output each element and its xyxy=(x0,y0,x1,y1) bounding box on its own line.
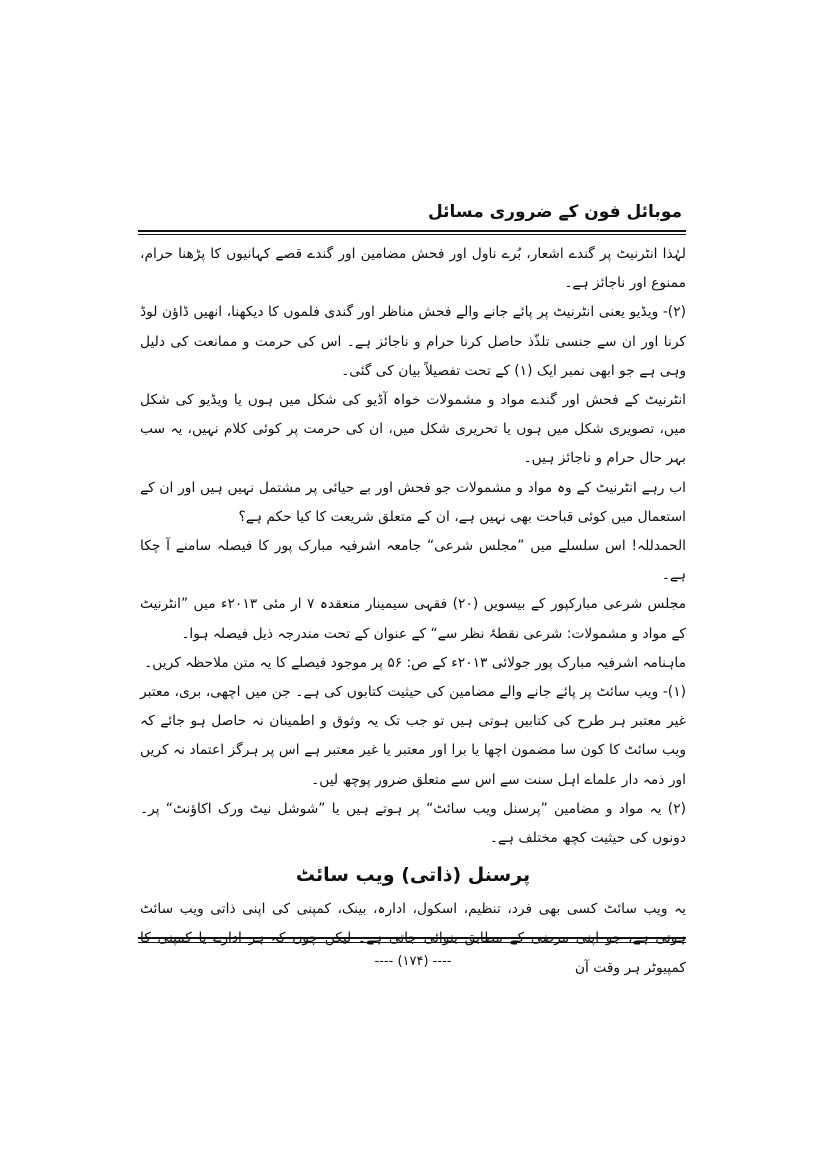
footer-rule xyxy=(138,937,686,939)
section-heading: پرسنل (ذاتی) ویب سائٹ xyxy=(295,864,531,887)
paragraph: (۲) یہ مواد و مضامین ”پرسنل ویب سائٹ“ پر ہوتے ہیں یا ”شوشل نیٹ ورک اکاؤنٹ“ پر۔ دونوں کی حیثیت کچھ مختلف ہے۔ xyxy=(140,800,686,847)
paragraph: لہٰذا انٹرنیٹ پر گندے اشعار، بُرے ناول اور فحش مضامین اور گندے قصے کہانیوں کا پڑھنا حرام، ممنوع اور ناجائز ہے۔ xyxy=(140,246,686,292)
paragraph: اب رہے انٹرنیٹ کے وہ مواد و مشمولات جو فحش اور بے حیائی پر مشتمل نہیں ہیں اور ان کے استعمال میں کوئی قباحت بھی نہیں ہے، ان کے متعلق شریعت کا کیا حکم ہے؟ xyxy=(140,479,686,525)
footer-rule-thin xyxy=(138,942,686,943)
header-rule xyxy=(138,230,686,232)
header-rule-thin xyxy=(138,234,686,235)
paragraph: انٹرنیٹ کے فحش اور گندے مواد و مشمولات خواہ آڈیو کی شکل میں ہوں یا ویڈیو کی شکل میں، تصویری شکل میں ہوں یا تحریری شکل میں، ان کی حرمت پر کوئی کلام نہیں، یہ سب بہر حال حرام و ناجائز ہیں۔ xyxy=(140,392,686,467)
body-text xyxy=(140,240,686,983)
paragraph: الحمدللہ! اس سلسلے میں ”مجلس شرعی“ جامعہ اشرفیہ مبارک پور کا فیصلہ سامنے آ چکا ہے۔ xyxy=(140,538,686,584)
running-header-title: موبائل فون کے ضروری مسائل xyxy=(427,202,682,222)
paragraph: (۱)- ویب سائٹ پر پائے جانے والے مضامین کی حیثیت کتابوں کی ہے۔ جن میں اچھی، بری، معتبر غیر معتبر ہر طرح کی کتابیں ہوتی ہیں تو جب تک یہ وثوق و اطمینان نہ حاصل ہو جائے کہ ویب سائٹ کا کون سا مضمون اچھا یا برا اور معتبر یا غیر معتبر ہے اس پر ہرگز اعتماد نہ کریں اور ذمہ دار علماے اہل سنت سے اس سے متعلق ضرور پوچھ لیں۔ xyxy=(140,684,686,788)
page-number: ---- (۱۷۴) ---- xyxy=(374,954,452,969)
paragraph: یہ ویب سائٹ کسی بھی فرد، تنظیم، اسکول، ادارہ، بینک، کمپنی کی اپنی ذاتی ویب سائٹ کمپیوٹر ہر وقت آن xyxy=(140,901,686,976)
paragraph: ماہنامہ اشرفیہ مبارک پور جولائی ۲۰۱۳ء کے ص: ۵۶ پر موجود فیصلے کا یہ متن ملاحظہ کریں۔ xyxy=(144,654,686,671)
paragraph: مجلس شرعی مبارکپور کے بیسویں (۲۰) فقہی سیمینار منعقدہ ۷ ار مئی ۲۰۱۳ء میں ”انٹرنیٹ کے مواد و مشمولات: شرعی نقطۂ نظر سے“ کے عنوان کے تحت مندرجہ ذیل فیصلہ ہوا۔ xyxy=(140,596,687,642)
paragraph: (۲)- ویڈیو یعنی انٹرنیٹ پر پائے جانے والے فحش مناظر اور گندی فلموں کا دیکھنا، انھیں ڈاؤن لوڈ کرنا اور ان سے جنسی تلذّذ حاصل کرنا حرام و ناجائز ہے۔ اس کی حرمت و ممانعت کی دلیل وہی ہے جو ابھی نمبر ایک (۱) کے تحت تفصیلاً بیان کی گئی۔ xyxy=(140,304,686,379)
